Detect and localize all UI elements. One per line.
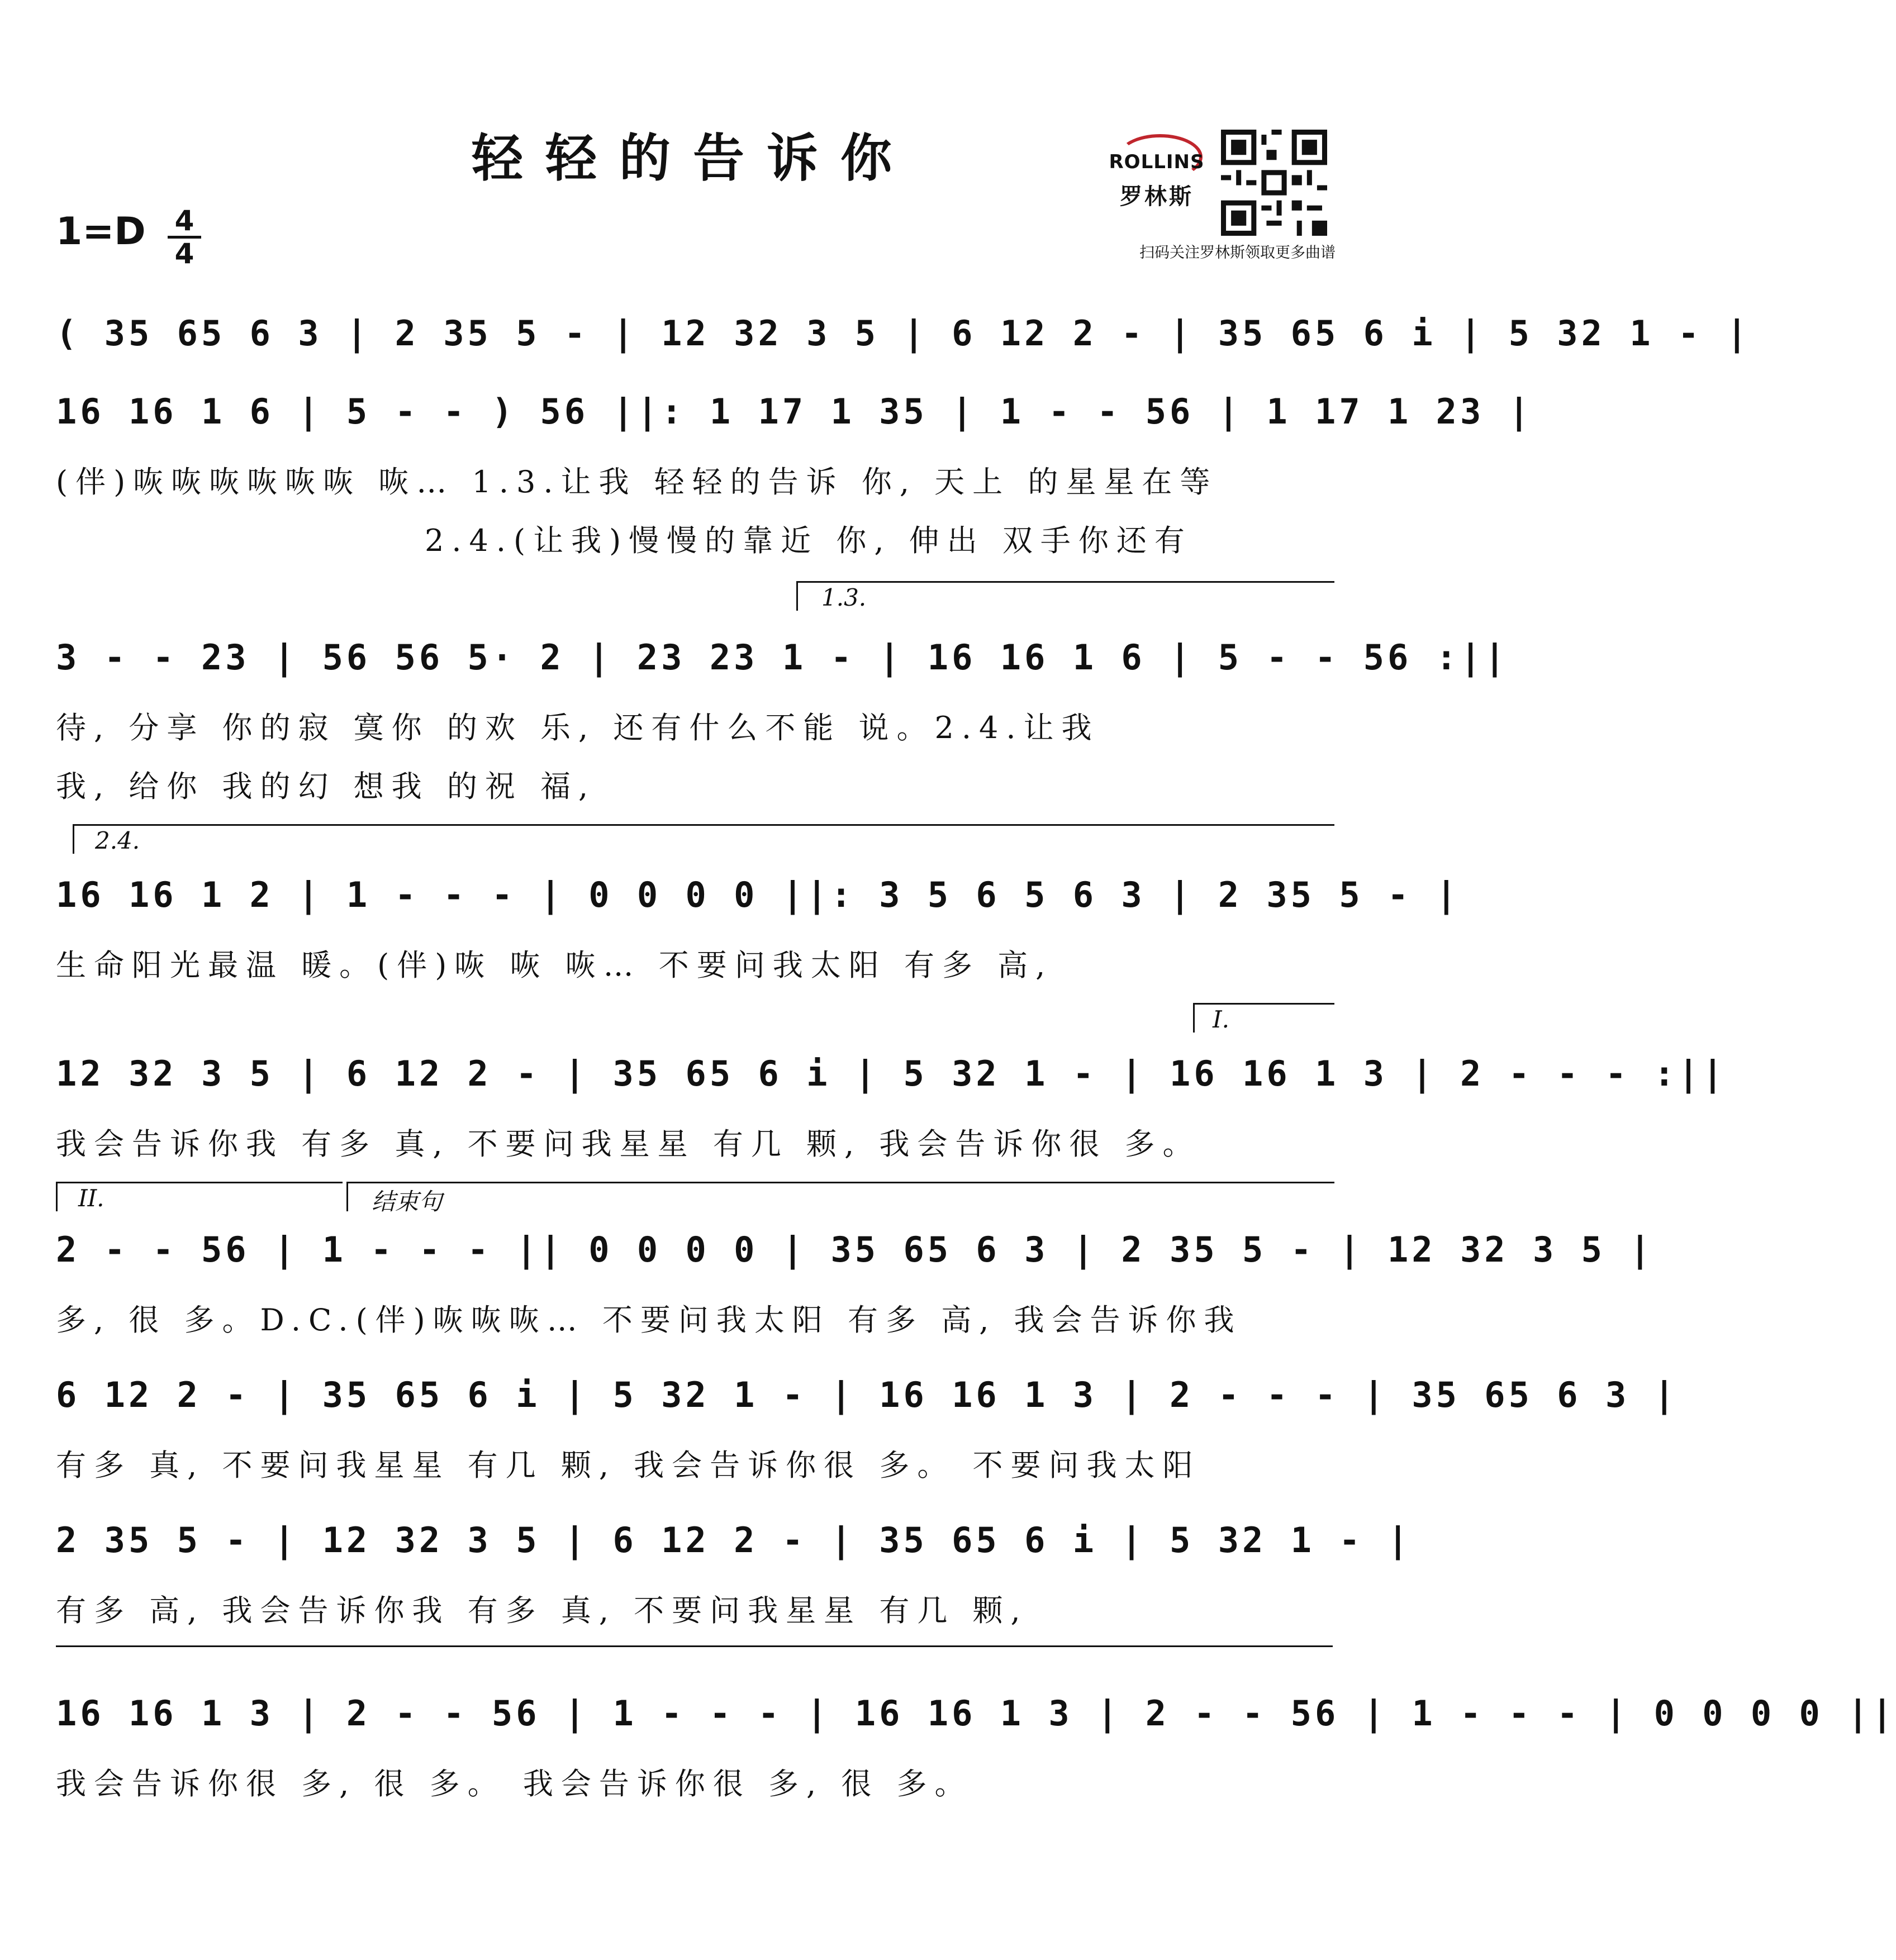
key-signature: 1=D (56, 210, 146, 254)
ending-label: 结束句 (372, 1188, 443, 1215)
lyric-row-3-verse-1: 待, 分享 你的寂 寞你 的欢 乐, 还有什么不能 说。2.4.让我 (56, 710, 1100, 745)
lyric-row-5: 我会告诉你我 有多 真, 不要问我星星 有几 颗, 我会告诉你很 多。 (56, 1126, 1201, 1162)
notation-row-9: 16 16 1 3 | 2 - - 56 | 1 - - - | 16 16 1 3 | 2 - - 56 | 1 - - - | 0 0 0 0 || (56, 1693, 1896, 1734)
qr-code-icon (1221, 130, 1327, 236)
volta-bracket (73, 824, 1334, 854)
brand-logo (1095, 134, 1218, 210)
time-signature-top: 4 (174, 204, 194, 237)
volta-label: II. (78, 1184, 104, 1212)
lyric-row-7: 有多 真, 不要问我星星 有几 颗, 我会告诉你很 多。 不要问我太阳 (56, 1448, 1201, 1483)
time-signature (168, 204, 201, 270)
lyric-row-4: 生命阳光最温 暖。(伴)咴 咴 咴… 不要问我太阳 有多 高, (56, 948, 1053, 983)
notation-row-7: 6 12 2 - | 35 65 6 i | 5 32 1 - | 16 16 1 3 | 2 - - - | 35 65 6 3 | (56, 1374, 1678, 1415)
lyric-row-3-verse-2: 我, 给你 我的幻 想我 的祝 福, (56, 769, 596, 804)
qr-caption: 扫码关注罗林斯领取更多曲谱 (1139, 244, 1336, 261)
lyric-row-2-verse-2: 2.4.(让我)慢慢的靠近 你, 伸出 双手你还有 (425, 523, 1192, 558)
notation-row-5: 12 32 3 5 | 6 12 2 - | 35 65 6 i | 5 32 1 - | 16 16 1 3 | 2 - - - :|| (56, 1053, 1727, 1094)
brand-name: ROLLINS (1109, 151, 1205, 173)
lyric-row-2-verse-1: (伴)咴咴咴咴咴咴 咴… 1.3.让我 轻轻的告诉 你, 天上 的星星在等 (56, 464, 1218, 499)
notation-row-4: 16 16 1 2 | 1 - - - | 0 0 0 0 ||: 3 5 6 5 6 3 | 2 35 5 - | (56, 874, 1460, 915)
brand-name-cn: 罗林斯 (1120, 183, 1194, 210)
notation-row-2: 16 16 1 6 | 5 - - ) 56 ||: 1 17 1 35 | 1 - - 56 | 1 17 1 23 | (56, 391, 1533, 432)
notation-row-6: 2 - - 56 | 1 - - - || 0 0 0 0 | 35 65 6 3 | 2 35 5 - | 12 32 3 5 | (56, 1229, 1654, 1270)
volta-label: I. (1213, 1006, 1229, 1033)
notation-row-1: ( 35 65 6 3 | 2 35 5 - | 12 32 3 5 | 6 12 2 - | 35 65 6 i | 5 32 1 - | (56, 313, 1751, 354)
ending-bracket (346, 1182, 1334, 1211)
volta-bracket (796, 581, 1334, 611)
lyric-row-9: 我会告诉你很 多, 很 多。 我会告诉你很 多, 很 多。 (56, 1766, 973, 1801)
time-signature-bottom: 4 (174, 237, 194, 270)
volta-label: 2.4. (95, 827, 140, 854)
notation-row-3: 3 - - 23 | 56 56 5· 2 | 23 23 1 - | 16 16 1 6 | 5 - - 56 :|| (56, 637, 1509, 678)
system-divider (56, 1645, 1333, 1647)
song-title: 轻轻的告诉你 (471, 128, 914, 188)
notation-row-8: 2 35 5 - | 12 32 3 5 | 6 12 2 - | 35 65 6 i | 5 32 1 - | (56, 1520, 1412, 1561)
lyric-row-6: 多, 很 多。D.C.(伴)咴咴咴… 不要问我太阳 有多 高, 我会告诉你我 (56, 1302, 1242, 1338)
volta-label: 1.3. (821, 584, 867, 611)
lyric-row-8: 有多 高, 我会告诉你我 有多 真, 不要问我星星 有几 颗, (56, 1593, 1028, 1628)
